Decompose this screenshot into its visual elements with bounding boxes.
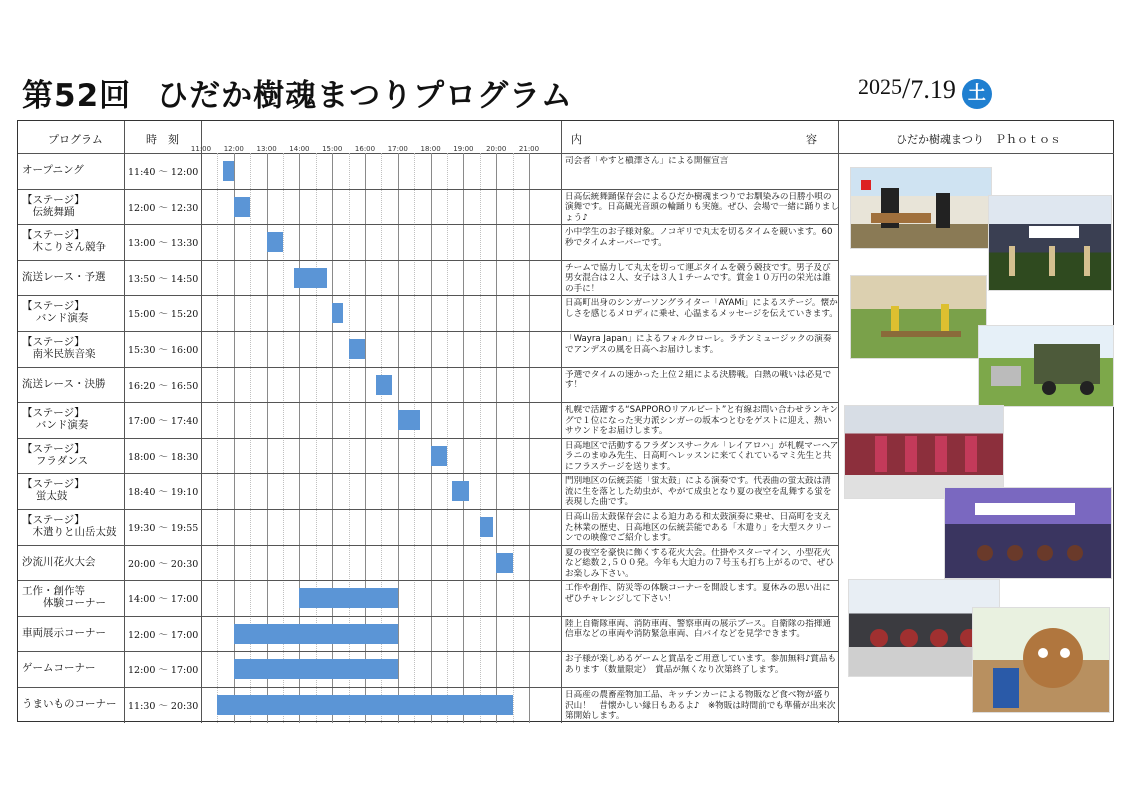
photo-stage-dance xyxy=(988,195,1112,291)
program-time: 13:00 ～ 13:30 xyxy=(128,238,199,250)
program-name: 車両展示コーナー xyxy=(22,626,106,639)
schedule-bar xyxy=(496,553,512,573)
time-tick-label: 18:00 xyxy=(420,145,441,153)
time-tick-label: 15:00 xyxy=(322,145,343,153)
program-description: 夏の夜空を豪快に飾くする花火大会。仕掛やスターマイン、小型花火など総数２,５００発。今年も大迫力の７号玉も打ち上がるので、ぜひお楽しみ下さい。 xyxy=(565,547,834,579)
program-description: 日高地区で活動するフラダンスサークル「レイアロハ」が札幌マーヘアラニのまゆみ先生、日高町へレッスンに来てくれているマミ先生と共にフラステージを送ります。 xyxy=(565,440,839,472)
page-title: 第52回 ひだか樹魂まつりプログラム xyxy=(22,78,573,114)
time-tick-label: 19:00 xyxy=(453,145,474,153)
schedule-bar xyxy=(349,339,365,359)
schedule-bar xyxy=(480,517,494,537)
time-tick-label: 13:00 xyxy=(256,145,277,153)
program-time: 12:00 ～ 17:00 xyxy=(128,629,199,641)
program-name: 【ステージ】 バンド演奏 xyxy=(22,300,89,325)
time-tick-label: 12:00 xyxy=(223,145,244,153)
program-name: うまいものコーナー xyxy=(22,698,117,710)
program-name: 工作・創作等 体験コーナー xyxy=(22,585,106,610)
header-photos: ひだか樹魂まつり Ｐｈｏｔｏｓ xyxy=(896,133,1061,146)
program-time: 12:00 ～ 12:30 xyxy=(128,202,199,214)
schedule-bar xyxy=(398,410,420,430)
time-tick-label: 14:00 xyxy=(289,145,310,153)
program-description: 日高山岳太鼓保存会による迫力ある和太鼓演奏に乗せ、日高町を支えた林業の歴史、日高地区の伝統芸能である「木遣り」を大型スクリーンでの映像でご紹介します。 xyxy=(565,512,832,543)
program-time: 19:30 ～ 19:55 xyxy=(128,523,199,534)
program-description: 日高伝統舞踊保存会によるひだか樹魂まつりでお馴染みの日勝小唄の演舞です。日高観光音頭の輪踊りも実施。ぜひ、会場で一緒に踊りましょう♪ xyxy=(565,191,839,223)
program-name: オープニング xyxy=(22,164,84,176)
photo-mascot xyxy=(972,607,1110,713)
header-program: プログラム xyxy=(48,133,103,146)
program-time: 20:00 ～ 20:30 xyxy=(128,558,199,570)
time-tick-label: 11:00 xyxy=(190,145,212,153)
program-name: 【ステージ】 伝統舞踊 xyxy=(22,193,85,218)
schedule-bar xyxy=(234,624,398,644)
program-time: 15:00 ～ 15:20 xyxy=(128,309,199,321)
program-name: 流送レース・予選 xyxy=(22,270,106,283)
program-time: 18:40 ～ 19:10 xyxy=(128,487,199,499)
program-name: 【ステージ】 木こりさん競争 xyxy=(22,229,106,254)
time-tick-label: 17:00 xyxy=(387,145,408,153)
schedule-bar xyxy=(223,161,234,181)
program-name: ゲームコーナー xyxy=(22,662,96,675)
program-time: 13:50 ～ 14:50 xyxy=(128,273,199,285)
time-tick-label: 16:00 xyxy=(354,145,376,153)
program-description: 小中学生のお子様対象。ノコギリで丸太を切るタイムを競います。60秒でタイムオーバーです。 xyxy=(565,227,833,248)
program-name: 【ステージ】 南米民族音楽 xyxy=(22,336,96,360)
photo-taiko-stage xyxy=(944,487,1112,579)
schedule-bar xyxy=(299,588,397,608)
schedule-bar xyxy=(234,197,250,217)
program-description: 札幌で活躍する“SAPPOROリアルビート”と有線お問い合わせランキングで１位になった実力派シンガーの坂本つとむをゲストに迎え、熱いサウンドをお届けします。 xyxy=(565,405,838,437)
time-tick-label: 21:00 xyxy=(518,145,540,153)
schedule-bar xyxy=(234,659,398,679)
date-month-day: 7.19 xyxy=(910,75,956,104)
program-description: 日高産の農畜産物加工品、キッチンカーによる物販など食べ物が盛り沢山！ 昔懐かしい縁日もあるよ♪ ※物販は時間前でも準備が出来次第開始します。 xyxy=(565,690,836,721)
schedule-bar xyxy=(431,446,447,466)
program-time: 17:00 ～ 17:40 xyxy=(128,416,199,428)
program-description: 門別地区の伝統芸能「蛍太鼓」による演奏です。代表曲の蛍太鼓は清流に生を落とした幼虫が、やがて成虫となり夏の夜空を乱舞する蛍を表現した曲です。 xyxy=(565,476,832,508)
photo-log-race xyxy=(850,275,987,359)
day-of-week-badge: 土 xyxy=(962,79,992,109)
photo-collage xyxy=(838,153,1114,723)
program-name: 【ステージ】 木遣りと山岳太鼓 xyxy=(22,514,117,538)
header-content-right: 容 xyxy=(806,133,817,146)
program-name: 【ステージ】 フラダンス xyxy=(22,442,89,467)
schedule-bar xyxy=(452,481,468,501)
photo-vehicle-display xyxy=(978,325,1114,407)
schedule-bar xyxy=(332,303,343,323)
schedule-bar xyxy=(267,232,283,252)
date-year: 2025 xyxy=(858,74,902,99)
program-name: 流送レース・決勝 xyxy=(22,377,106,390)
program-time: 15:30 ～ 16:00 xyxy=(128,345,199,356)
program-description: 工作や創作、防災等の体験コーナーを開設します。夏休みの思い出にぜひチャレンジして下さい！ xyxy=(565,583,831,604)
program-description: 「Wayra Japan」によるフォルクローレ。ラテンミュージックの演奏でアンデスの風を日高へお届けします。 xyxy=(565,334,832,355)
program-description: 予選でタイムの速かった上位２組による決勝戦。白熱の戦いは必見です！ xyxy=(565,369,832,391)
schedule-bar xyxy=(376,375,392,395)
program-name: 【ステージ】 蛍太鼓 xyxy=(22,478,85,503)
program-table xyxy=(17,120,1114,722)
program-description: 日高町出身のシンガーソングライター「AYAMi」によるステージ。懐かしさを感じるメロディに乗せ、心温まるメッセージを伝えていきます。 xyxy=(565,298,838,319)
schedule-bar xyxy=(294,268,327,288)
program-description: お子様が楽しめるゲームと賞品をご用意しています。参加無料♪賞品もあります（数量限定） 賞品が無くなり次第終了します。 xyxy=(565,654,837,675)
photo-woodcutting xyxy=(850,167,992,249)
program-time: 12:00 ～ 17:00 xyxy=(128,665,199,677)
time-tick-label: 20:00 xyxy=(486,145,507,153)
event-date: 2025/7.19 土 xyxy=(858,72,992,109)
program-time: 11:30 ～ 20:30 xyxy=(128,701,199,712)
program-description: チームで協力して丸太を切って運ぶタイムを競う競技です。男子及び男女混合は２人、女子は３人１チームです。賞金１０万円の栄光は誰の手に！ xyxy=(565,262,831,294)
program-name: 沙流川花火大会 xyxy=(22,555,96,568)
program-description: 司会者「やすと槇澤さん」による開催宣言 xyxy=(565,156,729,166)
program-time: 18:00 ～ 18:30 xyxy=(128,451,199,463)
photo-hula-dance xyxy=(844,405,1004,499)
program-time: 16:20 ～ 16:50 xyxy=(128,380,199,392)
program-time: 14:00 ～ 17:00 xyxy=(128,594,199,606)
header-time: 時 刻 xyxy=(146,133,179,146)
schedule-bar xyxy=(217,695,512,715)
program-time: 11:40 ～ 12:00 xyxy=(128,167,199,178)
header-content-left: 内 xyxy=(571,133,582,146)
program-name: 【ステージ】 バンド演奏 xyxy=(22,407,89,432)
program-description: 陸上自衛隊車両、消防車両、警察車両の展示ブース。自衛隊の指揮通信車などの車両や消防緊急車両、白バイなどを見学できます。 xyxy=(565,618,831,640)
